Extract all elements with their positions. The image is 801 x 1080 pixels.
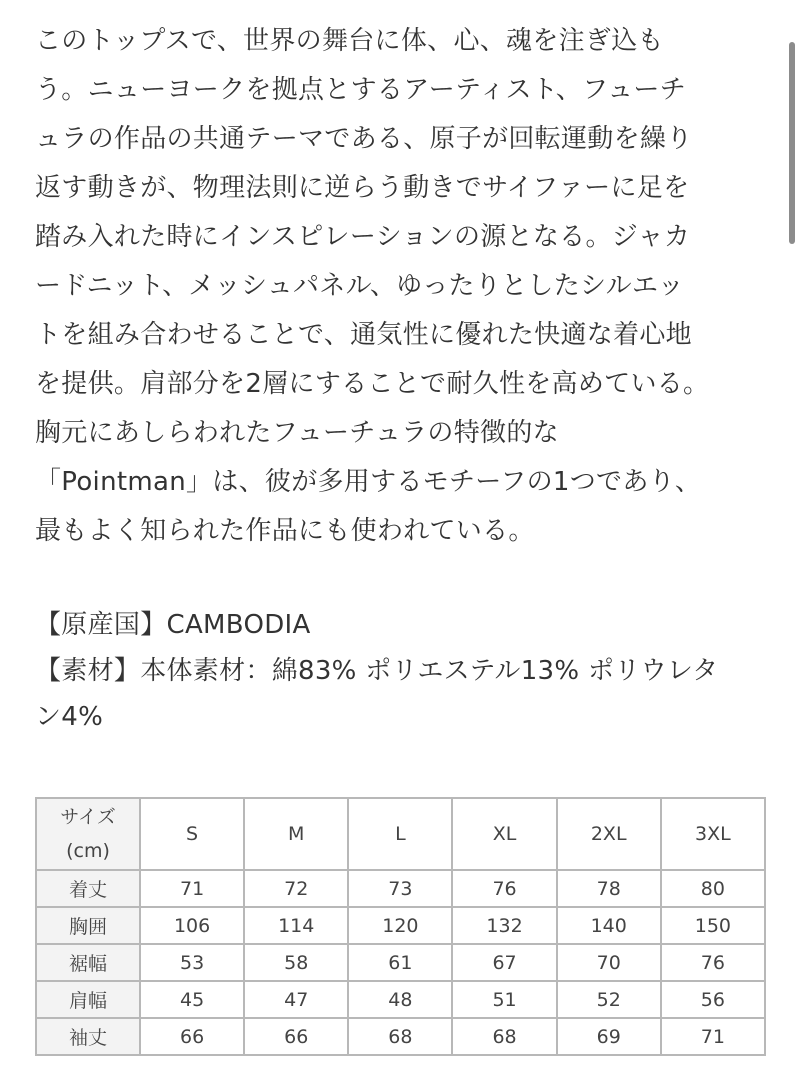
measurement-value: 71 — [661, 1018, 765, 1055]
description-line: 胸元にあしらわれたフューチュラの特徴的な — [35, 418, 559, 448]
measurement-value: 132 — [452, 907, 556, 944]
measurement-label: 胸囲 — [36, 907, 140, 944]
unit-label: (cm) — [66, 840, 110, 862]
measurement-value: 114 — [244, 907, 348, 944]
measurement-value: 66 — [140, 1018, 244, 1055]
description-line: 踏み入れた時にインスピレーションの源となる。ジャカ — [35, 222, 691, 252]
measurement-value: 66 — [244, 1018, 348, 1055]
measurement-value: 76 — [452, 870, 556, 907]
description-line: 「Pointman」は、彼が多用するモチーフの1つであり、 — [35, 467, 702, 497]
scrollbar-thumb[interactable] — [789, 42, 795, 244]
measurement-value: 48 — [348, 981, 452, 1018]
size-header-row — [36, 798, 765, 870]
table-row — [36, 907, 765, 944]
measurement-value: 78 — [557, 870, 661, 907]
measurement-value: 73 — [348, 870, 452, 907]
measurement-value: 67 — [452, 944, 556, 981]
description-line: トを組み合わせることで、通気性に優れた快適な着心地 — [35, 320, 692, 350]
measurement-value: 52 — [557, 981, 661, 1018]
measurement-value: 120 — [348, 907, 452, 944]
measurement-value: 140 — [557, 907, 661, 944]
measurement-value: 70 — [557, 944, 661, 981]
material-line: 【素材】本体素材：綿83% ポリエステル13% ポリウレタ — [35, 656, 719, 686]
measurement-label: 袖丈 — [36, 1018, 140, 1055]
description-line: を提供。肩部分を2層にすることで耐久性を高めている。 — [35, 369, 710, 399]
measurement-value: 69 — [557, 1018, 661, 1055]
description-line: ードニット、メッシュパネル、ゆったりとしたシルエッ — [35, 271, 685, 301]
measurement-value: 150 — [661, 907, 765, 944]
size-column-header: XL — [452, 798, 556, 870]
table-row — [36, 981, 765, 1018]
country-of-origin: 【原産国】CAMBODIA — [35, 610, 311, 640]
measurement-value: 68 — [348, 1018, 452, 1055]
size-unit-header — [36, 798, 140, 870]
size-column-header: 3XL — [661, 798, 765, 870]
measurement-value: 56 — [661, 981, 765, 1018]
size-chart-table — [35, 797, 766, 1056]
measurement-label: 着丈 — [36, 870, 140, 907]
table-row — [36, 944, 765, 981]
description-line: う。ニューヨークを拠点とするアーティスト、フューチ — [35, 75, 687, 105]
measurement-value: 47 — [244, 981, 348, 1018]
description-line: ュラの作品の共通テーマである、原子が回転運動を繰り — [35, 124, 693, 154]
measurement-value: 53 — [140, 944, 244, 981]
measurement-value: 45 — [140, 981, 244, 1018]
measurement-value: 80 — [661, 870, 765, 907]
description-line: 最もよく知られた作品にも使われている。 — [35, 516, 535, 546]
material-line-continued: ン4% — [35, 702, 104, 732]
product-specs — [35, 602, 765, 740]
measurement-value: 58 — [244, 944, 348, 981]
measurement-value: 76 — [661, 944, 765, 981]
description-line: 返す動きが、物理法則に逆らう動きでサイファーに足を — [35, 173, 690, 203]
description-line: このトップスで、世界の舞台に体、心、魂を注ぎ込も — [35, 26, 664, 56]
size-header-label: サイズ — [60, 806, 116, 828]
product-description — [35, 17, 765, 556]
measurement-value: 51 — [452, 981, 556, 1018]
measurement-label: 肩幅 — [36, 981, 140, 1018]
table-row — [36, 870, 765, 907]
measurement-value: 61 — [348, 944, 452, 981]
measurement-value: 71 — [140, 870, 244, 907]
size-column-header: S — [140, 798, 244, 870]
size-column-header: M — [244, 798, 348, 870]
size-column-header: L — [348, 798, 452, 870]
size-column-header: 2XL — [557, 798, 661, 870]
measurement-label: 裾幅 — [36, 944, 140, 981]
measurement-value: 68 — [452, 1018, 556, 1055]
measurement-value: 72 — [244, 870, 348, 907]
table-row — [36, 1018, 765, 1055]
measurement-value: 106 — [140, 907, 244, 944]
